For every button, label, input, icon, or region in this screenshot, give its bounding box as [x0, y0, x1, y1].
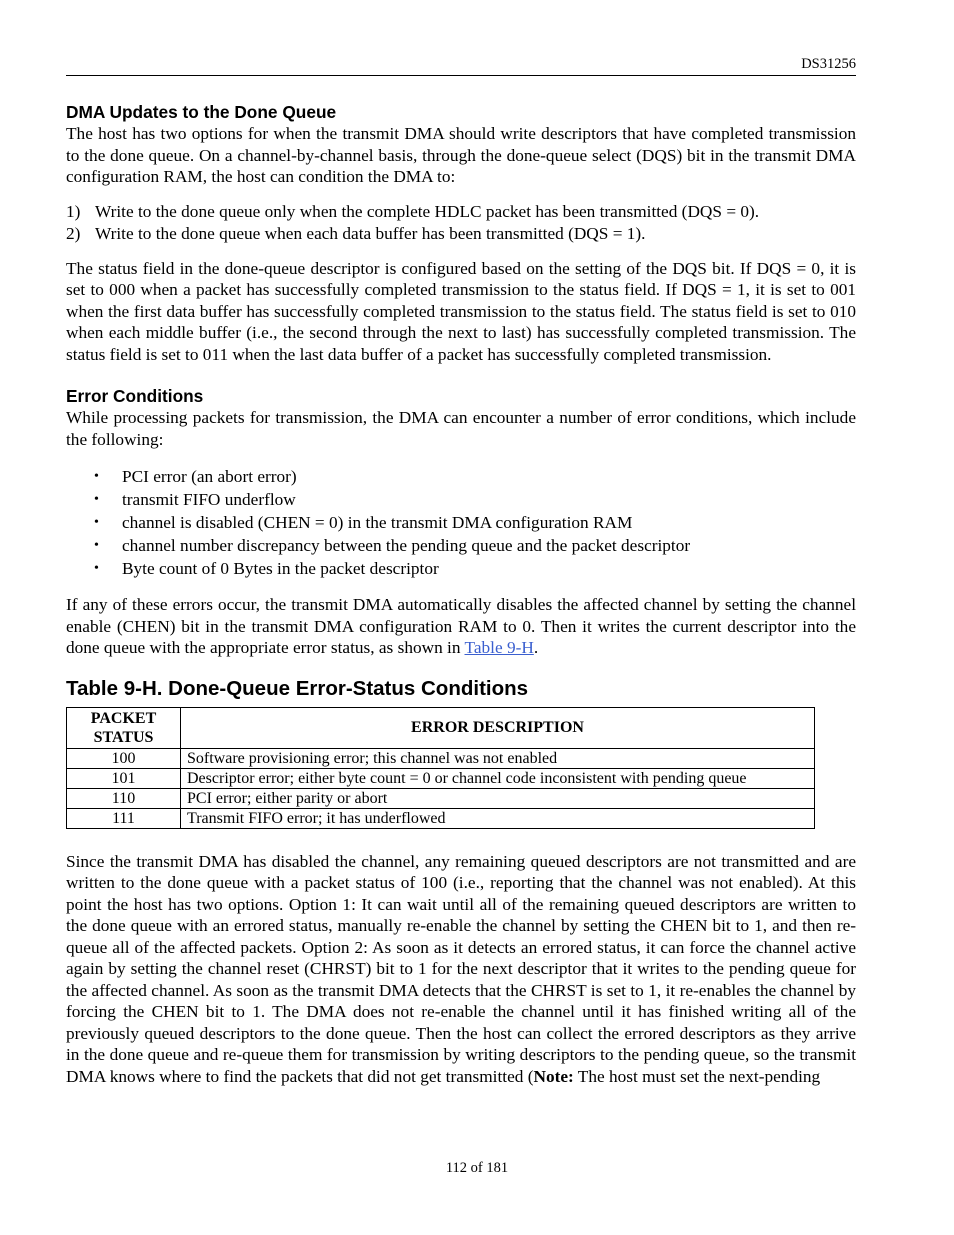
- status-field-paragraph: The status field in the done-queue descriptor is configured based on the setting of the DQS bit. If DQS = 0, it is set to 000 when a packet has successfully completed transmission to the status field. If DQS = 1, it is set to 001 when the first data buffer has successfully completed transmission to the status field. The status field is set to 010 when each middle buffer (i.e., the second through the next to last) has successfully completed transmission. The status field is set to 011 when the last data buffer of a packet has successfully completed transmission.: [66, 258, 856, 364]
- list-text: PCI error (an abort error): [122, 467, 297, 486]
- list-number: 1): [66, 201, 81, 221]
- bullet-icon: •: [94, 561, 99, 576]
- list-item: [66, 201, 856, 223]
- error-intro-paragraph: While processing packets for transmission, the DMA can encounter a number of error conditions, which include the following:: [66, 408, 856, 449]
- bullet-icon: •: [94, 469, 99, 484]
- recovery-options-paragraph: [66, 851, 856, 1088]
- recovery-text: Since the transmit DMA has disabled the channel, any remaining queued descriptors are not transmitted and are written to the done queue with a packet status of 100 (i.e., reporting that the channel was not enabled). At this point the host has two options. Option 1: It can wait until all of the remaining queued descriptors are written to the done queue with an errored status, manually re-enable the channel by setting the CHEN bit to 1, and then re-queue all of the affected packets. Option 2: As soon as it detects an errored status, it can force the channel active again by setting the channel reset (CHRST) bit to 1 for the next descriptor that it writes to the pending queue for the affected channel. As soon as the transmit DMA detects that the CHRST is set to 1, it re-enables the channel by forcing the CHEN bit to 1. The DMA does not re-enable the channel until it has finished writing all of the previously queued descriptors to the done queue. Then the host can collect the errored descriptors as they arrive in the done queue and re-queue them for transmission by writing descriptors to the pending queue, so the transmit DMA knows where to find the packets that did not get transmitted (: [66, 851, 856, 1086]
- table-header-row: [67, 707, 815, 748]
- error-description-cell: Descriptor error; either byte count = 0 or channel code inconsistent with pending queue: [181, 768, 815, 788]
- section-heading-error-conditions: Error Conditions: [66, 386, 204, 406]
- document-id: DS31256: [801, 56, 856, 72]
- error-handling-paragraph: [66, 594, 856, 659]
- table-row: [67, 748, 815, 768]
- list-text: Byte count of 0 Bytes in the packet descriptor: [122, 559, 439, 578]
- header-line: STATUS: [93, 728, 154, 746]
- error-description-cell: PCI error; either parity or abort: [181, 788, 815, 808]
- list-item: [66, 488, 856, 511]
- error-conditions-list: [66, 465, 856, 580]
- sentence-end: .: [533, 638, 539, 657]
- error-status-table: [66, 707, 815, 829]
- table-title: Table 9-H. Done-Queue Error-Status Conditions: [66, 676, 529, 700]
- list-text: Write to the done queue only when the complete HDLC packet has been transmitted (DQS = 0).: [95, 201, 760, 221]
- list-item: [66, 557, 856, 580]
- error-description-cell: Software provisioning error; this channel was not enabled: [181, 748, 815, 768]
- section-heading-dma-updates: DMA Updates to the Done Queue: [66, 102, 337, 122]
- bullet-icon: •: [94, 538, 99, 553]
- packet-status-cell: 100: [67, 748, 181, 768]
- list-item: [66, 465, 856, 488]
- error-handling-text: If any of these errors occur, the transmit DMA automatically disables the affected channel by setting the channel enable (CHEN) bit in the transmit DMA configuration RAM to 0. Then it writes the current descriptor into the done queue with the appropriate error status, as shown in: [66, 595, 856, 657]
- packet-status-cell: 111: [67, 808, 181, 828]
- page-content: [66, 102, 856, 1087]
- list-text: transmit FIFO underflow: [122, 490, 296, 509]
- list-item: [66, 534, 856, 557]
- packet-status-cell: 110: [67, 788, 181, 808]
- list-text: Write to the done queue when each data buffer has been transmitted (DQS = 1).: [95, 223, 646, 243]
- list-number: 2): [66, 223, 81, 243]
- list-item: [66, 223, 856, 245]
- list-item: [66, 511, 856, 534]
- table-row: [67, 808, 815, 828]
- page-number: 112 of 181: [445, 1160, 509, 1176]
- header-line: PACKET: [90, 709, 157, 727]
- bullet-icon: •: [94, 515, 99, 530]
- list-text: channel is disabled (CHEN = 0) in the transmit DMA configuration RAM: [122, 513, 633, 532]
- list-text: channel number discrepancy between the pending queue and the packet descriptor: [122, 536, 691, 555]
- table-row: [67, 768, 815, 788]
- error-description-cell: Transmit FIFO error; it has underflowed: [181, 808, 815, 828]
- header-rule: [66, 75, 856, 76]
- error-description-header: ERROR DESCRIPTION: [181, 707, 815, 748]
- table-row: [67, 788, 815, 808]
- table-9h-link[interactable]: Table 9-H: [464, 638, 534, 657]
- dqs-options-list: [66, 201, 856, 245]
- note-text: The host must set the next-pending: [573, 1066, 821, 1086]
- packet-status-cell: 101: [67, 768, 181, 788]
- packet-status-header: [67, 707, 181, 748]
- dma-intro-paragraph: The host has two options for when the transmit DMA should write descriptors that have completed transmission to the done queue. On a channel-by-channel basis, through the done-queue select (DQS) bit in the transmit DMA configuration RAM, the host can condition the DMA to:: [66, 124, 856, 186]
- bullet-icon: •: [94, 492, 99, 507]
- note-label: Note:: [533, 1066, 574, 1086]
